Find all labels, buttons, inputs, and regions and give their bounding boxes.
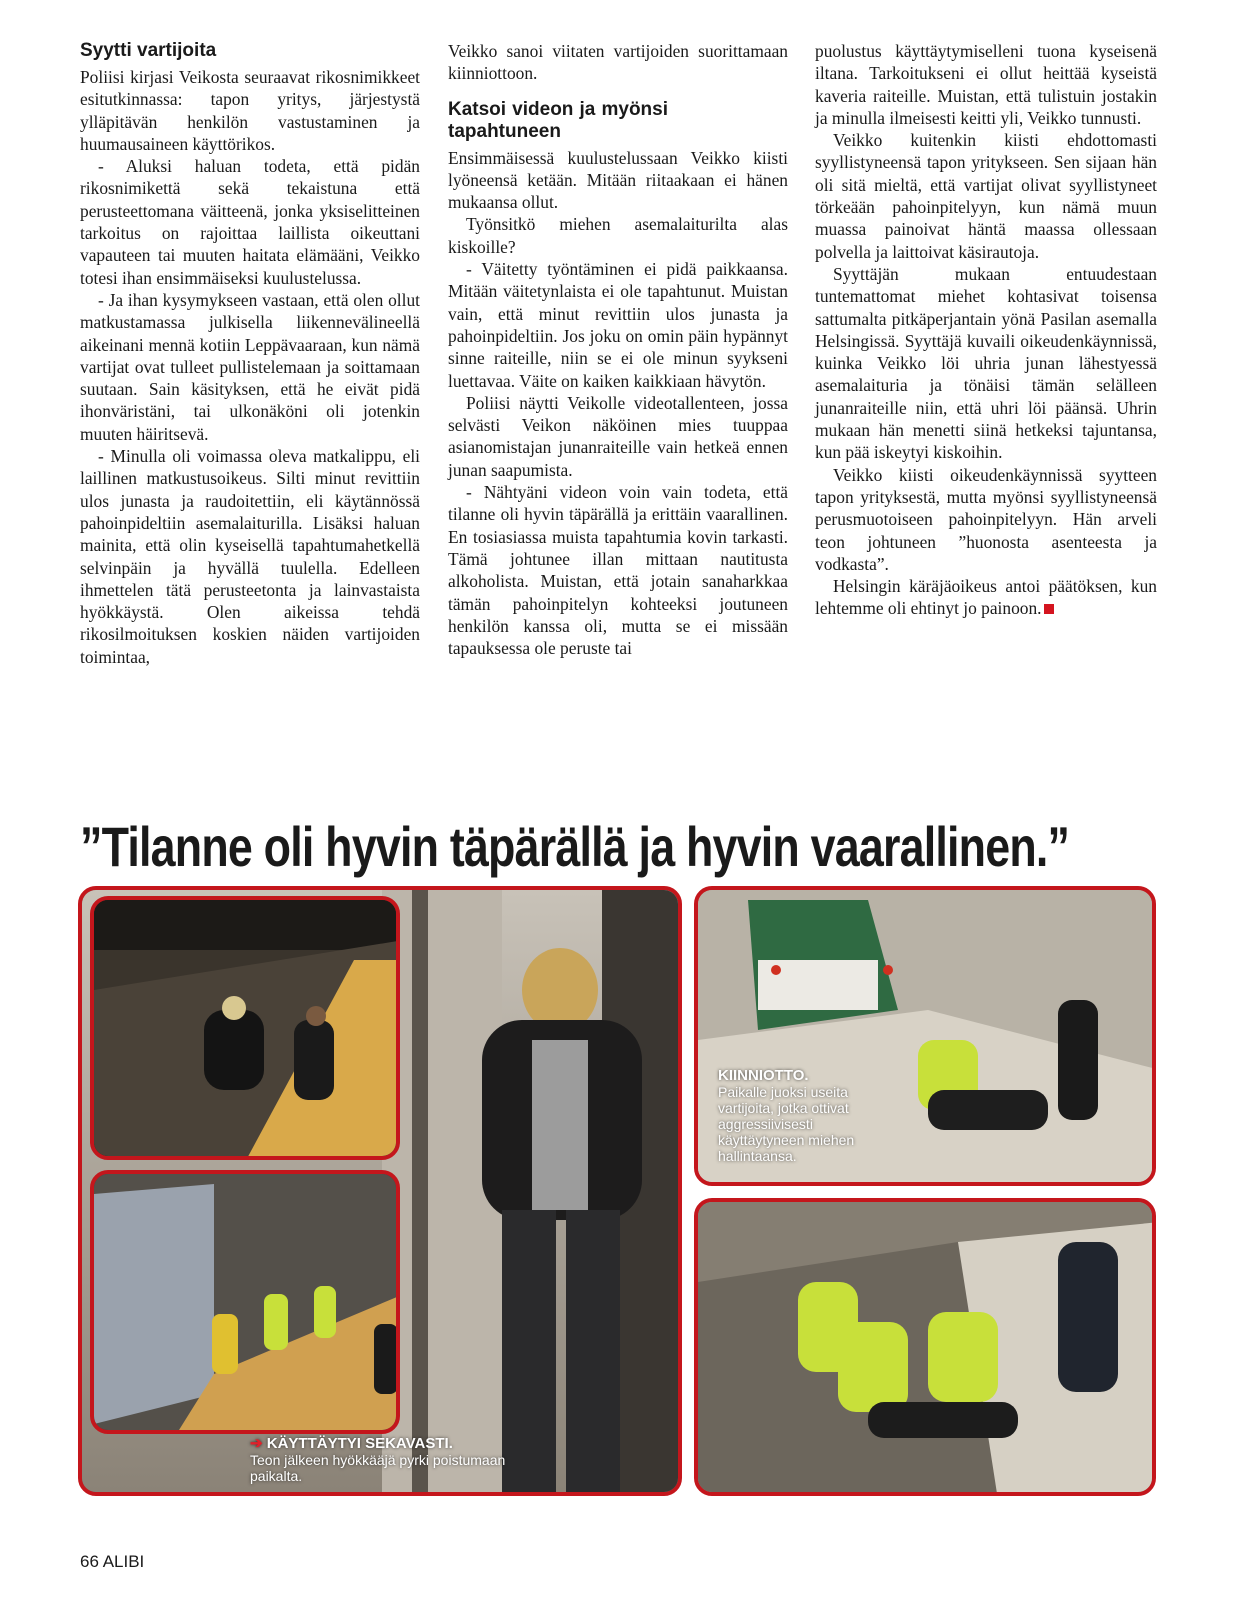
article-column-2 — [448, 40, 788, 659]
train-platform-photo — [94, 1174, 400, 1434]
paragraph-end — [815, 575, 1157, 620]
paragraph: Poliisi kirjasi Veikosta seuraavat rikosnimikkeet esitutkinnassa: tapon yritys, järjestystä ylläpitävän henkilön vastustaminen ja huumausaineen käyttörikos. — [80, 67, 420, 154]
photo-right-top — [694, 886, 1156, 1186]
paragraph: Veikko kuitenkin kiisti ehdottomasti syyllistyneensä tapon yritykseen. Sen sijaan hän oli sitä mieltä, että vartijat olivat syyllistyneet törkeään pahoinpitelyyn, kun nämä muun muassa painoivat häntä maassa ollessaan polvella ja laittoivat käsirautoja. — [815, 130, 1157, 262]
paragraph: Veikko kiisti oikeudenkäynnissä syytteen tapon yrityksestä, mutta myönsi syyllistyneensä perusmuotoiseen pahoinpitelyyn. Hän arveli teon johtuneen ”huonosta asenteesta ja vodkasta”. — [815, 464, 1157, 574]
pull-quote: ”Tilanne oli hyvin täpärällä ja hyvin vaarallinen.” — [80, 815, 1070, 878]
paragraph: - Minulla oli voimassa oleva matkalippu, eli laillinen matkustusoikeus. Silti minut revittiin ulos junasta ja raudoitettiin, eli käytännössä pahoinpideltiin asemalaiturilla. Lisäksi haluan mainita, että olin kyseisellä tapahtumahetkellä selvinpäin ja hyvällä tuulella. Edelleen ihmettelen tätä perusteetonta ja lainvastaista hyökkäystä. Olen aikeissa tehdä rikosilmoituksen koskien näiden vartijoiden toimintaa, — [80, 446, 420, 667]
photo-right-bottom — [694, 1198, 1156, 1496]
photo-inset-train — [90, 1170, 400, 1434]
paragraph: - Ja ihan kysymykseen vastaan, että olen ollut matkustamassa julkisella liikennevälineellä aikeinani mennä kotiin Leppävaaraan, kun nämä vartijat ovat tulleet pullistelemaan ja soittamaan suutaan. Sain käsityksen, että he eivät pidä ihonväristäni, tai ulkonäköni oli jotenkin muuten häiritsevä. — [80, 289, 420, 444]
paragraph: - Nähtyäni videon voin vain todeta, että tilanne oli hyvin täpärällä ja erittäin vaarallinen. En tosiasiassa muista tapahtumia kovin tarkasti. Tämä johtunee illan mittaan nautitusta alkoholista. Muistan, että jotain sanaharkkaa tämän pahoinpitelyn kohteeksi joutuneen henkilön kanssa oli, mutta se ei missään tapauksessa ole peruste tai — [448, 482, 788, 659]
caption-kiinniotto — [718, 1068, 878, 1164]
paragraph: puolustus käyttäytymiselleni tuona kyseisenä iltana. Tarkoitukseni ei ollut heittää kyseistä kaveria raiteille. Muistan, että tulistuin jostakin ja minulla ilmeisesti keitti yli, Veikko tunnusti. — [815, 41, 1157, 128]
photo-inset-struggle — [90, 896, 400, 1160]
subheading-syytti: Syytti vartijoita — [80, 40, 217, 61]
caption-title: KIINNIOTTO. — [718, 1067, 809, 1084]
caption-kayttaytyi — [250, 1436, 510, 1484]
closing-paragraph-text: Helsingin käräjäoikeus antoi päätöksen, kun lehtemme oli ehtinyt jo painoon. — [815, 576, 1157, 619]
caption-text: Teon jälkeen hyökkääjä pyrki poistumaan paikalta. — [250, 1452, 506, 1484]
arrow-right-icon: ➔ — [250, 1435, 267, 1452]
paragraph: Poliisi näytti Veikolle videotallenteen, jossa selvästi Veikon näköinen mies tuuppaa asianomistajan junanraiteille vain hetkeä ennen junan saapumista. — [448, 392, 788, 480]
end-mark-icon — [1044, 604, 1054, 614]
arrest-photo-2 — [698, 1202, 1156, 1496]
subheading-katsoi: Katsoi videon ja myönsi tapahtuneen — [448, 98, 668, 142]
caption-text: Paikalle juoksi useita vartijoita, jotka ottivat aggressiivisesti käyttäytyneen miehen hallintaansa. — [718, 1084, 855, 1164]
paragraph: - Väitetty työntäminen ei pidä paikkaansa. Mitään väitetynlaista ei ole tapahtunut. Muistan vain, että minut revittiin ulos junasta ja pahoinpideltiin. Jos joku on omin päin hypännyt sinne raiteille, niin se ei ole minun syykseni luettavaa. Väite on kaiken kaikkiaan hävytön. — [448, 259, 788, 391]
paragraph: Veikko sanoi viitaten vartijoiden suorittamaan kiinniottoon. — [448, 41, 788, 84]
page-folio: 66 ALIBI — [80, 1552, 145, 1571]
paragraph: Työnsitkö miehen asemalaiturilta alas kiskoille? — [448, 214, 788, 257]
struggle-photo — [94, 900, 400, 1160]
paragraph: - Aluksi haluan todeta, että pidän rikosnimikettä sekä tekaistuna että perusteettomana väitteenä, jonka yksiselitteinen tarkoitus on rajoittaa laillista oikeuttani vapauteen tai muuten haitata elämääni, Veikko totesi ihan ensimmäiseksi kuulustelussa. — [80, 156, 420, 288]
caption-title: KÄYTTÄYTYI SEKAVASTI. — [266, 1435, 453, 1452]
article-column-3 — [815, 40, 1157, 620]
paragraph: Syyttäjän mukaan entuudestaan tuntemattomat miehet kohtasivat toisensa sattumalta pitkäperjantain yönä Pasilan asemalla Helsingissä. Syyttäjä kuvaili oikeudenkäynnissä, kuinka Veikko löi uhria junan lähestyessä asemalaituria ja tönäisi tämän selälleen junanraiteille niin, että uhri löi päänsä. Uhrin mukaan hän menetti siinä hetkeksi tajuntansa, kun pää iskeytyi kiskoihin. — [815, 263, 1157, 463]
paragraph: Ensimmäisessä kuulustelussaan Veikko kiisti lyöneensä ketään. Mitään riitaakaan ei hänen mukaansa ollut. — [448, 147, 788, 213]
article-column-1 — [80, 40, 420, 668]
